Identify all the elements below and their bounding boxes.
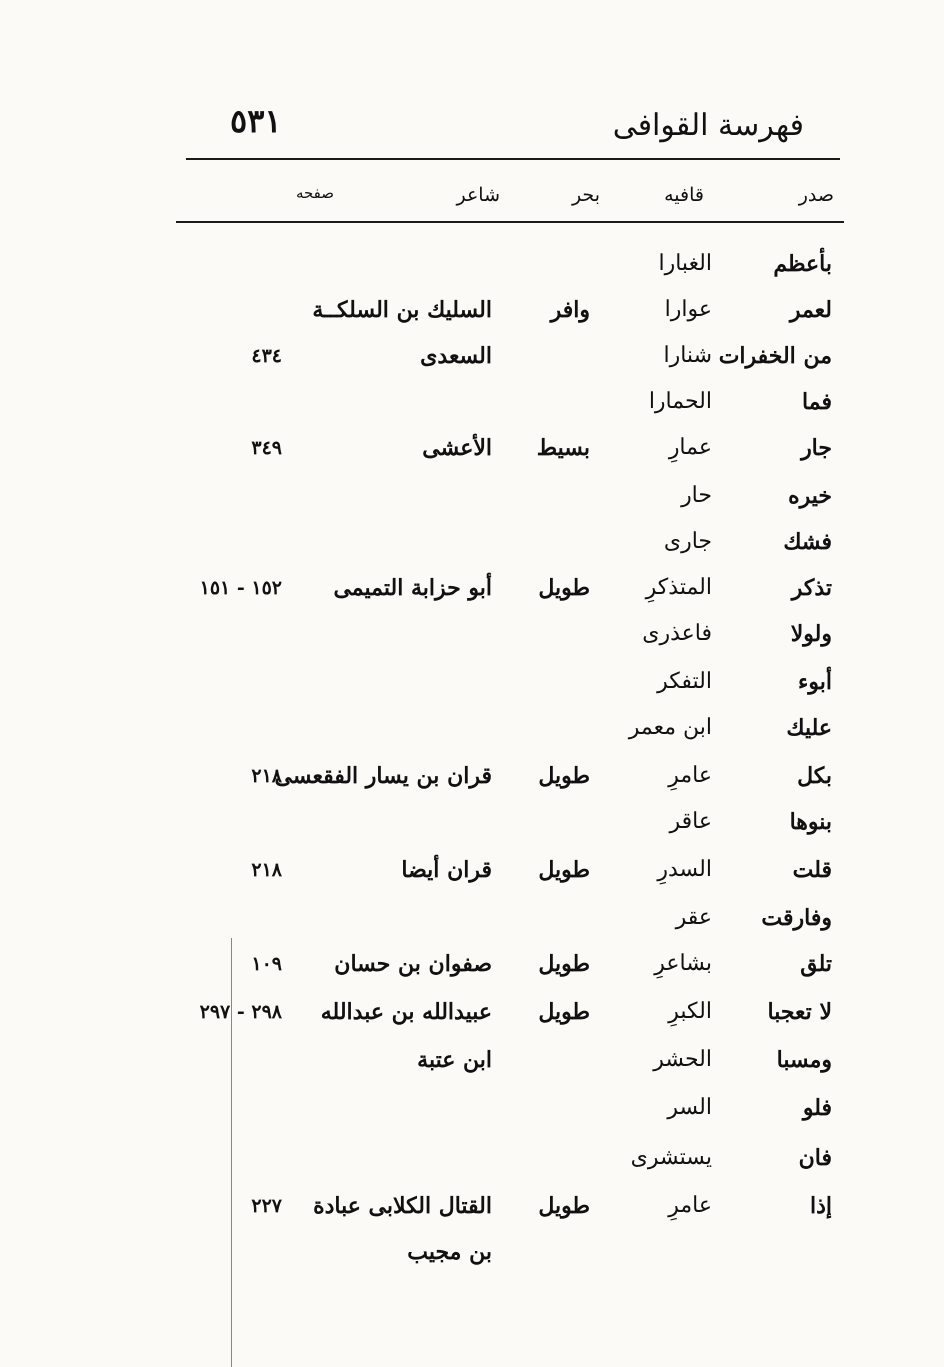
bahr-cell: طويل bbox=[538, 951, 590, 977]
table-row bbox=[0, 850, 944, 890]
page-cell: ٢٢٧ bbox=[251, 1195, 282, 1217]
table-row bbox=[0, 898, 944, 938]
qafia-cell: عامرِ bbox=[668, 1193, 712, 1218]
sadr-cell: فما bbox=[802, 389, 832, 415]
table-row bbox=[0, 428, 944, 468]
sadr-cell: وفارقت bbox=[761, 905, 832, 931]
sadr-cell: قلت bbox=[792, 857, 832, 883]
sadr-cell: لعمر bbox=[789, 297, 832, 323]
sadr-cell: أبوء bbox=[798, 669, 832, 695]
sadr-cell: بنوها bbox=[789, 809, 832, 835]
shaer-cell: قران أيضا bbox=[401, 857, 492, 883]
table-row bbox=[0, 1138, 944, 1178]
qafia-cell: عمارِ bbox=[668, 435, 712, 460]
sadr-cell: فلو bbox=[802, 1095, 832, 1121]
table-row bbox=[0, 992, 944, 1032]
column-header-shaer: شاعر bbox=[456, 184, 500, 206]
header-rule bbox=[176, 221, 844, 223]
qafia-cell: عقر bbox=[675, 905, 712, 930]
sadr-cell: لا تعجبا bbox=[767, 999, 832, 1025]
column-header-sadr: صدر bbox=[798, 184, 834, 206]
bahr-cell: بسيط bbox=[536, 435, 590, 461]
sadr-cell: جار bbox=[801, 435, 832, 461]
qafia-cell: حار bbox=[681, 483, 712, 508]
table-row bbox=[0, 756, 944, 796]
qafia-cell: شنارا bbox=[663, 343, 712, 368]
sadr-cell: فان bbox=[798, 1145, 832, 1171]
page-cell: ١٠٩ bbox=[251, 953, 282, 975]
sadr-cell: بأعظم bbox=[773, 251, 832, 277]
qafia-cell: الغبارا bbox=[658, 251, 712, 276]
shaer-cell: الأعشى bbox=[422, 435, 492, 461]
page-cell: ٤٣٤ bbox=[251, 345, 282, 367]
bahr-cell: طويل bbox=[538, 575, 590, 601]
qafia-cell: السر bbox=[667, 1095, 712, 1120]
table-row bbox=[0, 662, 944, 702]
bahr-cell: طويل bbox=[538, 763, 590, 789]
table-row bbox=[0, 568, 944, 608]
qafia-cell: السدرِ bbox=[657, 857, 712, 882]
qafia-cell: التفكر bbox=[657, 669, 712, 694]
table-row bbox=[0, 1088, 944, 1128]
table-row bbox=[0, 614, 944, 654]
sadr-cell: عليك bbox=[786, 715, 832, 741]
bahr-cell: طويل bbox=[538, 1193, 590, 1219]
table-row bbox=[0, 336, 944, 376]
column-header-safha: صفحه bbox=[295, 184, 334, 202]
column-header-bahr: بحر bbox=[571, 184, 600, 206]
top-rule bbox=[186, 158, 840, 160]
shaer-cell: السليك بن السلكــة bbox=[312, 297, 492, 323]
bahr-cell: طويل bbox=[538, 999, 590, 1025]
qafia-cell: الحمارا bbox=[648, 389, 712, 414]
page-cell: ٣٤٩ bbox=[251, 437, 282, 459]
qafia-cell: يستشرى bbox=[630, 1145, 712, 1170]
qafia-cell: الكبرِ bbox=[668, 999, 712, 1024]
page-cell: ٢١٨ bbox=[251, 765, 282, 787]
sadr-cell: تذكر bbox=[791, 575, 832, 601]
sadr-cell: بكل bbox=[797, 763, 832, 789]
shaer-cell: عبيدالله بن عبدالله bbox=[320, 999, 492, 1025]
table-row bbox=[0, 522, 944, 562]
shaer-cell: ابن عتبة bbox=[417, 1047, 492, 1073]
table-row bbox=[0, 244, 944, 284]
table-row bbox=[0, 1040, 944, 1080]
table-row bbox=[0, 944, 944, 984]
bahr-cell: طويل bbox=[538, 857, 590, 883]
page-number: ٥٣١ bbox=[230, 102, 282, 140]
qafia-cell: جارى bbox=[663, 529, 712, 554]
sadr-cell: من الخفرات bbox=[718, 343, 832, 369]
sadr-cell: إذا bbox=[809, 1193, 832, 1219]
qafia-cell: عاقر bbox=[669, 809, 712, 834]
table-row bbox=[0, 708, 944, 748]
qafia-cell: بشاعرِ bbox=[654, 951, 712, 976]
table-row bbox=[0, 1186, 944, 1226]
sadr-cell: ولولا bbox=[790, 621, 832, 647]
qafia-cell: عوارا bbox=[664, 297, 712, 322]
page-cell: ٢١٨ bbox=[251, 859, 282, 881]
page-cell: ٢٩٨ - ٢٩٧ bbox=[199, 1001, 282, 1023]
sadr-cell: خيره bbox=[788, 483, 832, 509]
shaer-cell: بن مجيب bbox=[407, 1239, 492, 1265]
column-header-qafia: قافيه bbox=[664, 184, 704, 206]
shaer-cell: القتال الكلابى عبادة bbox=[313, 1193, 492, 1219]
page-cell: ١٥٢ - ١٥١ bbox=[199, 577, 282, 599]
table-row bbox=[0, 802, 944, 842]
qafia-cell: المتذكرِ bbox=[645, 575, 712, 600]
table-row bbox=[0, 382, 944, 422]
table-row bbox=[0, 476, 944, 516]
shaer-cell: السعدى bbox=[420, 343, 492, 369]
qafia-cell: عامرِ bbox=[668, 763, 712, 788]
shaer-cell: قران بن يسار الفقعسى bbox=[274, 763, 492, 789]
sadr-cell: فشك bbox=[783, 529, 832, 555]
qafia-cell: ابن معمر bbox=[628, 715, 712, 740]
shaer-cell: أبو حزابة التميمى bbox=[333, 575, 492, 601]
table-row bbox=[0, 290, 944, 330]
shaer-cell: صفوان بن حسان bbox=[334, 951, 492, 977]
qafia-cell: الحشر bbox=[653, 1047, 712, 1072]
page-title: فهرسة القوافى bbox=[612, 108, 804, 143]
bahr-cell: وافر bbox=[550, 297, 590, 323]
sadr-cell: تلق bbox=[800, 951, 832, 977]
qafia-cell: فاعذرى bbox=[642, 621, 712, 646]
table-row bbox=[0, 1232, 944, 1272]
sadr-cell: ومسبا bbox=[776, 1047, 832, 1073]
